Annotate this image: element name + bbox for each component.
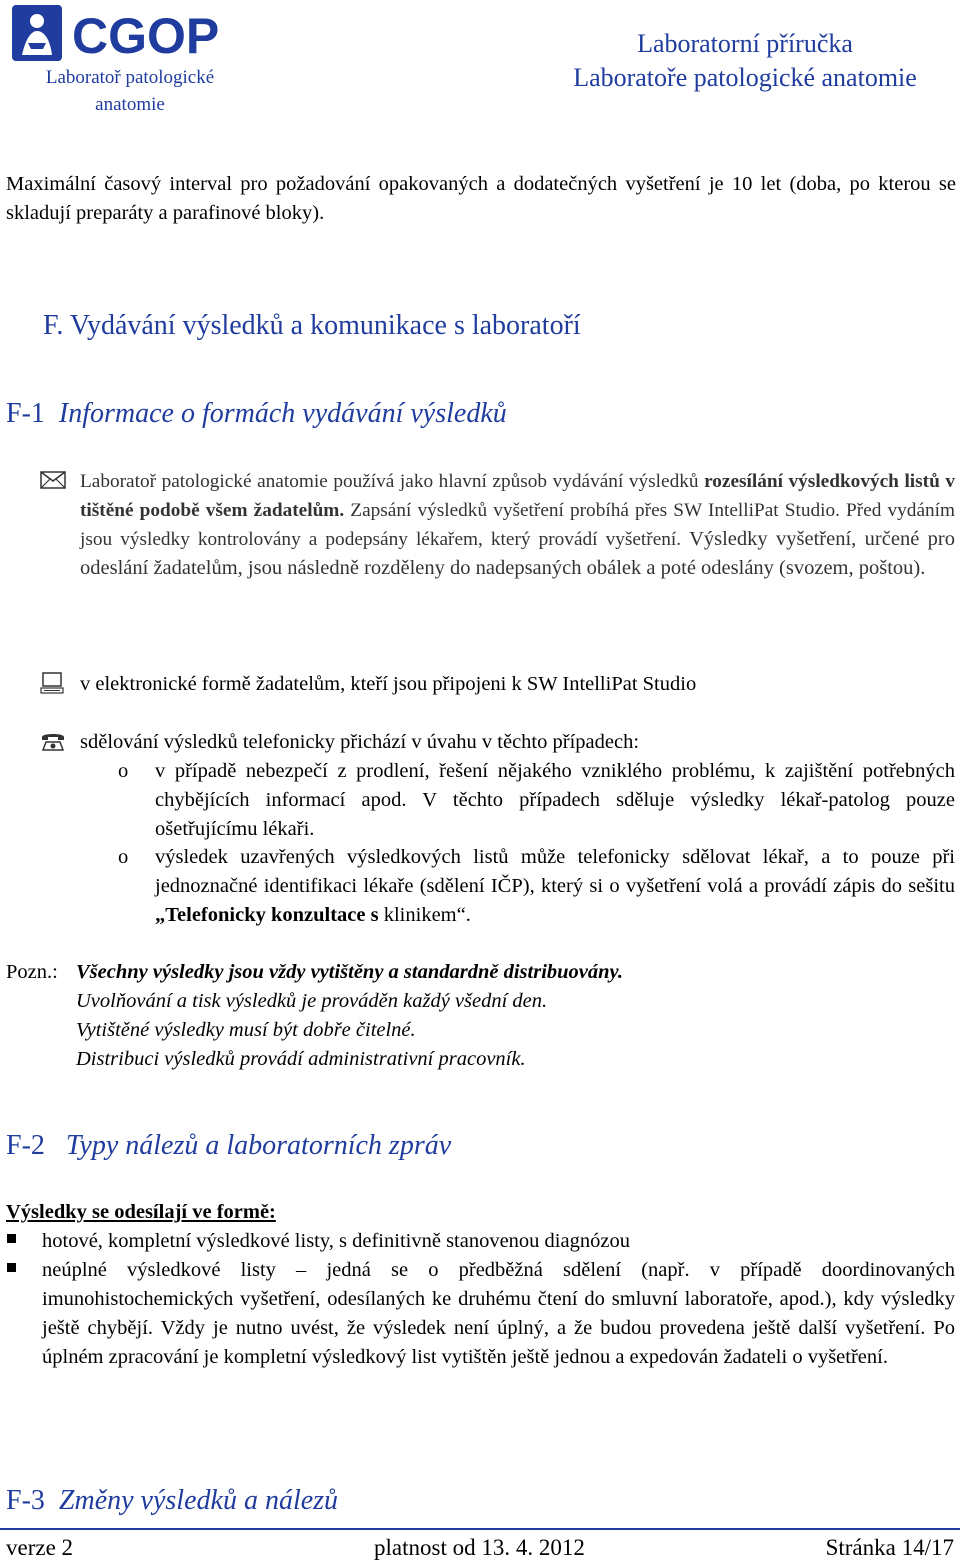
square-bullet-icon — [7, 1234, 16, 1243]
logo-subtitle: Laboratoř patologické anatomie — [45, 67, 215, 115]
f2-bullet-2: neúplné výsledkové listy – jedná se o předběžná sdělení (např. v případě doordinovaných imunohistochemických vyšetření, odesílaných ke druhému čtení do smluvní laboratoře, apod.), kdy výsledky ještě chybějí. Vždy je nutno uvést, že výsledek není úplný, a že budou provedena ještě další vyšetření. Po úplném zpracování je kompletní výsledkový list vytištěn ještě jednou a expedován žadateli o vyšetření. — [42, 1259, 955, 1368]
header-title — [530, 27, 960, 95]
item1-text-a: Laboratoř patologické anatomie používá jako hlavní způsob vydávání výsledků — [80, 471, 705, 492]
intro-paragraph: Maximální časový interval pro požadování opakovaných a dodatečných vyšetření je 10 let (doba, po kterou se skladují preparáty a parafinové bloky). — [6, 173, 956, 224]
f1-heading — [6, 398, 507, 430]
f1-subitem-2 — [155, 843, 955, 930]
telephone-icon — [40, 731, 66, 756]
note-line-1: Všechny výsledky jsou vždy vytištěny a standardně distribuovány. — [76, 961, 624, 983]
f1-item-printed — [80, 467, 955, 583]
f2-heading — [6, 1130, 451, 1162]
envelope-icon — [40, 470, 66, 495]
header-title-line1: Laboratorní příručka — [637, 29, 853, 58]
sub-bullet-marker: o — [118, 760, 129, 782]
f3-heading — [6, 1485, 338, 1517]
f1-item-electronic: v elektronické formě žadatelům, kteří jsou připojeni k SW IntelliPat Studio — [80, 673, 697, 695]
sub2-text-bold: „Telefonicky konzultace s — [155, 904, 379, 926]
f2-subheading: Výsledky se odesílají ve formě: — [6, 1201, 276, 1223]
f3-number: F-3 — [6, 1485, 45, 1516]
item1-text-c: Zapsání výsledků vyšetření probíhá přes SW IntelliPat Studio. Před vydáním jsou výsledky kontrolovány a podepsány lékařem, který provádí vyšetření. — [80, 500, 955, 550]
note-label: Pozn.: — [6, 961, 58, 983]
square-bullet-icon — [7, 1263, 16, 1272]
f1-item-phone: sdělování výsledků telefonicky přichází v úvahu v těchto případech: — [80, 731, 640, 753]
cgop-logo — [10, 3, 260, 63]
note-line-4: Distribuci výsledků provádí administrativní pracovník. — [76, 1048, 526, 1070]
svg-text:CGOP: CGOP — [72, 8, 220, 63]
footer-validity: platnost od 13. 4. 2012 — [374, 1535, 585, 1560]
f1-subitem-1 — [155, 757, 955, 844]
computer-icon — [40, 672, 64, 699]
cgop-logo-icon — [10, 3, 260, 63]
f2-bullet-1: hotové, kompletní výsledkové listy, s definitivně stanovenou diagnózou — [42, 1230, 630, 1252]
item1-text-bold: rozesílání výsledkových listů v tištěné podobě všem žadatelům. — [80, 471, 956, 521]
f1-title: Informace o formách vydávání výsledků — [58, 398, 507, 429]
section-f-title: F. Vydávání výsledků a komunikace s laboratoří — [43, 310, 581, 341]
note-block — [76, 958, 956, 1074]
f3-title: Změny výsledků a nálezů — [58, 1485, 339, 1516]
f1-number: F-1 — [6, 398, 45, 429]
sub2-text-a: výsledek uzavřených výsledkových listů může telefonicky sdělovat lékař, a to pouze při jednoznačné identifikaci lékaře (sdělení IČP), který si o vyšetření volá a provádí zápis do sešitu — [155, 846, 955, 897]
note-line-2: Uvolňování a tisk výsledků je prováděn každý všední den. — [76, 990, 548, 1012]
f2-title: Typy nálezů a laboratorních zpráv — [65, 1130, 452, 1161]
item1-text-d: Výsledky vyšetření, určené pro odeslání žadatelům, jsou následně rozděleny do nadepsaných obálek a poté odeslány (svozem, poštou). — [80, 528, 955, 579]
sub1-text-a: v případě nebezpečí z prodlení, řešení nějakého vzniklého problému, k zajištění potřebných chybějících informací apod. — [155, 760, 955, 811]
sub-bullet-marker: o — [118, 846, 129, 868]
sub2-text-c: klinikem“. — [378, 904, 471, 926]
note-line-3: Vytištěné výsledky musí být dobře čitelné. — [76, 1019, 416, 1041]
header-title-line2: Laboratoře patologické anatomie — [573, 63, 917, 92]
f2-number: F-2 — [6, 1130, 45, 1161]
footer-version: verze 2 — [6, 1535, 74, 1560]
sub1-text-b: V těchto případech sděluje výsledky lékař-patolog pouze ošetřujícímu lékaři. — [155, 789, 955, 840]
footer-divider — [0, 1528, 960, 1530]
footer-page-number: Stránka 14/17 — [825, 1535, 954, 1560]
